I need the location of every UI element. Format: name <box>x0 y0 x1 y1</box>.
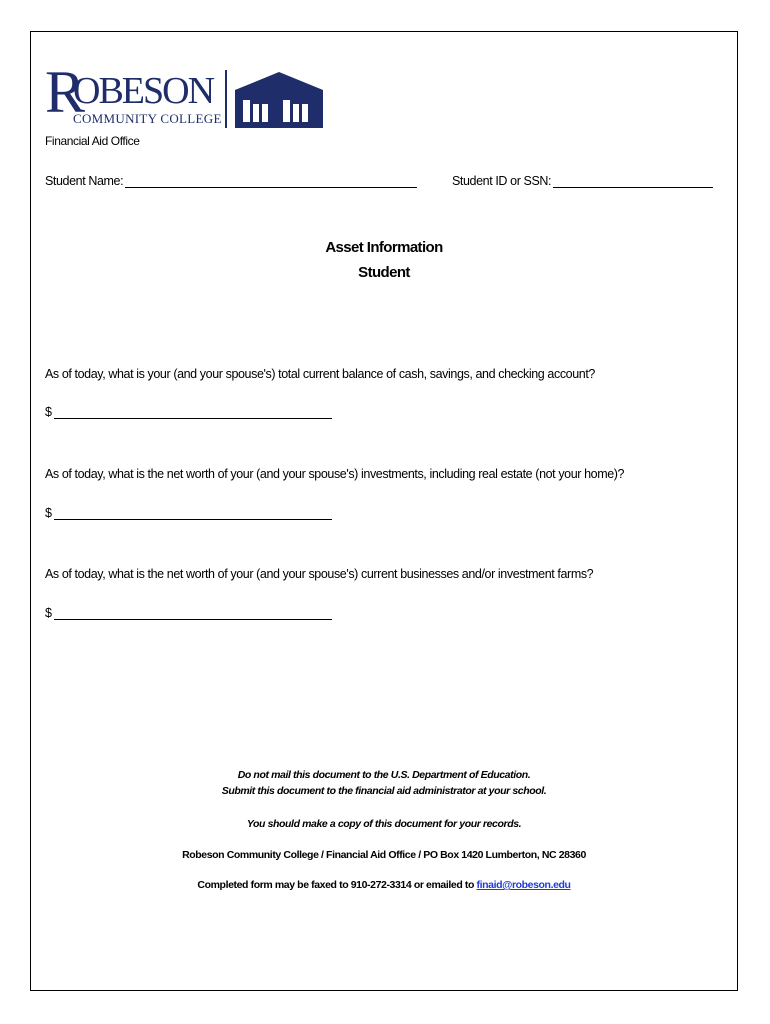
currency-symbol: $ <box>45 506 52 520</box>
answer-cash[interactable] <box>45 405 332 419</box>
answer-businesses[interactable] <box>45 606 332 620</box>
page-title: Asset Information <box>325 239 443 256</box>
college-address: Robeson Community College / Financial Aid Office / PO Box 1420 Lumberton, NC 28360 <box>182 849 586 861</box>
office-name: Financial Aid Office <box>45 134 140 148</box>
notice-do-not-mail: Do not mail this document to the U.S. Department of Education. <box>237 769 531 781</box>
logo-wordmark <box>45 59 225 130</box>
building-icon <box>231 70 327 128</box>
student-id-field[interactable] <box>452 174 713 188</box>
logo-subtitle: COMMUNITY COLLEGE <box>73 111 222 126</box>
student-id-label: Student ID or SSN: <box>452 174 552 188</box>
currency-symbol: $ <box>45 606 52 620</box>
answer-line[interactable] <box>54 607 332 620</box>
student-name-label: Student Name: <box>45 174 124 188</box>
question-cash: As of today, what is your (and your spouse's) total current balance of cash, savings, and checking account? <box>45 367 595 381</box>
currency-symbol: $ <box>45 405 52 419</box>
contact-text: Completed form may be faxed to 910-272-3314 or emailed to <box>197 879 474 891</box>
logo-divider <box>225 70 227 128</box>
answer-line[interactable] <box>54 406 332 419</box>
logo-name: OBESON <box>73 70 214 112</box>
page-subtitle: Student <box>358 264 410 281</box>
contact-line <box>31 879 737 891</box>
student-name-line[interactable] <box>125 175 417 188</box>
student-id-line[interactable] <box>553 175 713 188</box>
notice-submit: Submit this document to the financial aid administrator at your school. <box>221 785 547 797</box>
notice-copy: You should make a copy of this document for your records. <box>246 818 522 830</box>
question-businesses: As of today, what is the net worth of your (and your spouse's) current businesses and/or investment farms? <box>45 567 594 581</box>
student-name-field[interactable] <box>45 174 417 188</box>
question-investments: As of today, what is the net worth of your (and your spouse's) investments, including real estate (not your home)? <box>45 467 625 481</box>
answer-investments[interactable] <box>45 506 332 520</box>
answer-line[interactable] <box>54 507 332 520</box>
logo-initial: R <box>45 59 84 125</box>
form-page <box>30 31 738 991</box>
college-logo <box>45 59 330 130</box>
email-link[interactable]: finaid@robeson.edu <box>476 879 571 891</box>
